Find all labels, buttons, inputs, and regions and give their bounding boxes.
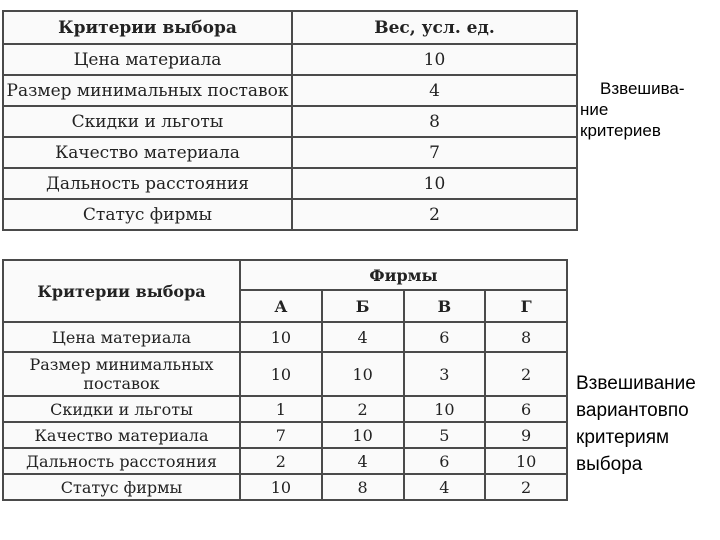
caption-line: Взвешива- bbox=[600, 79, 685, 98]
criteria-header: Критерии выбора bbox=[3, 11, 292, 44]
score-cell: 9 bbox=[485, 422, 567, 448]
weight-cell: 10 bbox=[292, 168, 577, 199]
firm-b-header: Б bbox=[322, 290, 404, 322]
score-cell: 6 bbox=[485, 396, 567, 422]
weight-cell: 4 bbox=[292, 75, 577, 106]
table-row bbox=[3, 199, 577, 230]
score-cell: 2 bbox=[485, 474, 567, 500]
table-header-row bbox=[3, 11, 577, 44]
firm-v-header: В bbox=[404, 290, 486, 322]
criterion-cell: Качество материала bbox=[3, 422, 240, 448]
caption-line: ние bbox=[580, 100, 609, 119]
score-cell: 10 bbox=[240, 474, 322, 500]
score-cell: 4 bbox=[322, 322, 404, 352]
score-cell: 2 bbox=[240, 448, 322, 474]
table-header-row bbox=[3, 260, 567, 290]
score-cell: 6 bbox=[404, 322, 486, 352]
caption-line: вариантовпо bbox=[576, 400, 689, 421]
score-cell: 10 bbox=[240, 352, 322, 396]
criteria-header: Критерии выбора bbox=[3, 260, 240, 322]
score-cell: 2 bbox=[485, 352, 567, 396]
table-row bbox=[3, 44, 577, 75]
firm-g-header: Г bbox=[485, 290, 567, 322]
weight-cell: 7 bbox=[292, 137, 577, 168]
criterion-cell: Цена материала bbox=[3, 44, 292, 75]
score-cell: 4 bbox=[404, 474, 486, 500]
criterion-cell: Статус фирмы bbox=[3, 474, 240, 500]
criterion-cell: Скидки и льготы bbox=[3, 396, 240, 422]
score-cell: 8 bbox=[485, 322, 567, 352]
criterion-cell: Размер минимальных поставок bbox=[3, 352, 240, 396]
score-cell: 10 bbox=[322, 352, 404, 396]
caption-line: критериев bbox=[580, 121, 661, 140]
criterion-cell: Качество материала bbox=[3, 137, 292, 168]
table-row bbox=[3, 168, 577, 199]
criterion-cell: Дальность расстояния bbox=[3, 168, 292, 199]
table-row bbox=[3, 137, 577, 168]
table-row bbox=[3, 448, 567, 474]
table-row bbox=[3, 106, 577, 137]
criterion-cell: Дальность расстояния bbox=[3, 448, 240, 474]
criterion-cell: Скидки и льготы bbox=[3, 106, 292, 137]
caption-line: Взвешивание bbox=[576, 373, 696, 394]
table-row bbox=[3, 75, 577, 106]
firms-header: Фирмы bbox=[240, 260, 567, 290]
weight-cell: 2 bbox=[292, 199, 577, 230]
score-cell: 2 bbox=[322, 396, 404, 422]
firms-scoring-table bbox=[2, 259, 568, 501]
score-cell: 7 bbox=[240, 422, 322, 448]
table-row bbox=[3, 422, 567, 448]
score-cell: 10 bbox=[240, 322, 322, 352]
caption-line: выбора bbox=[576, 454, 643, 475]
criterion-cell: Размер минимальных поставок bbox=[3, 75, 292, 106]
score-cell: 10 bbox=[404, 396, 486, 422]
firm-a-header: А bbox=[240, 290, 322, 322]
score-cell: 10 bbox=[322, 422, 404, 448]
score-cell: 8 bbox=[322, 474, 404, 500]
score-cell: 1 bbox=[240, 396, 322, 422]
criterion-cell: Цена материала bbox=[3, 322, 240, 352]
score-cell: 3 bbox=[404, 352, 486, 396]
weight-header: Вес, усл. ед. bbox=[292, 11, 577, 44]
table-row bbox=[3, 352, 567, 396]
score-cell: 6 bbox=[404, 448, 486, 474]
score-cell: 10 bbox=[485, 448, 567, 474]
caption-line: критериям bbox=[576, 427, 670, 448]
table-row bbox=[3, 322, 567, 352]
score-cell: 5 bbox=[404, 422, 486, 448]
criteria-weight-table bbox=[2, 10, 578, 231]
table-row bbox=[3, 396, 567, 422]
weight-cell: 10 bbox=[292, 44, 577, 75]
table-row bbox=[3, 474, 567, 500]
weight-cell: 8 bbox=[292, 106, 577, 137]
score-cell: 4 bbox=[322, 448, 404, 474]
criteria-weighting-caption bbox=[580, 78, 710, 141]
variants-weighting-caption bbox=[576, 370, 720, 478]
criterion-cell: Статус фирмы bbox=[3, 199, 292, 230]
